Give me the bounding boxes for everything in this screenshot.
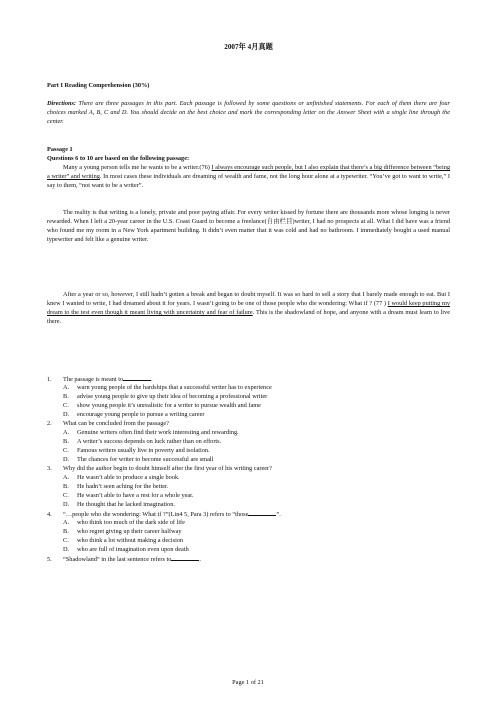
option-text: who think a lot without making a decision	[77, 537, 184, 544]
question-text: Why did the author begin to doubt himself after the first year of his writing career?	[63, 465, 272, 472]
option-text: Famous writers usually live in poverty and isolation.	[77, 447, 210, 454]
question-text: What can be concluded from the passage?	[63, 420, 169, 427]
paragraph-3	[47, 290, 450, 326]
question-number: 3.	[47, 465, 52, 472]
directions-text: There are three passages in this part. Each passage is followed by some questions or unfinished statements. For each of them there are four choices marked A, B, C and D. You should decide on the best choice and mark the corresponding letter on the Answer Sheet with a single line through the center.	[47, 100, 450, 125]
option-letter: D.	[63, 501, 70, 508]
directions-label: Directions:	[47, 100, 77, 107]
question-number: 4.	[47, 511, 52, 518]
question-3	[47, 464, 450, 473]
option-text: who are full of imagination even upon death	[77, 546, 189, 553]
option-text: He thought that he lacked imagination.	[77, 501, 175, 508]
option-text: advise young people to give up their idea of becoming a professional writer	[77, 393, 268, 400]
option-a[interactable]	[47, 518, 450, 527]
option-text: warn young people of the hardships that a successful writer has to experience	[77, 384, 272, 391]
option-c[interactable]	[47, 446, 450, 455]
option-text: encourage young people to pursue a writing career	[77, 411, 205, 418]
question-1	[47, 374, 450, 383]
option-text: who think too much of the dark side of life	[77, 519, 185, 526]
option-text: Genuine writers often find their work interesting and rewarding.	[77, 429, 239, 436]
option-b[interactable]	[47, 482, 450, 491]
option-d[interactable]	[47, 500, 450, 509]
question-text-end: .	[151, 376, 153, 383]
option-a[interactable]	[47, 473, 450, 482]
question-text: The passage is meant to	[63, 376, 124, 383]
option-text: He hadn’t seen aching for the better.	[77, 483, 169, 490]
option-d[interactable]	[47, 455, 450, 464]
option-letter: A.	[63, 384, 70, 391]
option-letter: B.	[63, 528, 69, 535]
question-2	[47, 419, 450, 428]
question-number: 5.	[47, 556, 52, 563]
option-c[interactable]	[47, 491, 450, 500]
option-letter: C.	[63, 492, 69, 499]
option-letter: D.	[63, 411, 70, 418]
option-text: The chances for writer to become successful are small	[77, 456, 214, 463]
option-text: show young people it’s unrealistic for a writer to pursue wealth and fame	[77, 402, 261, 409]
paragraph-1	[47, 163, 450, 190]
option-letter: B.	[63, 438, 69, 445]
option-c[interactable]	[47, 536, 450, 545]
option-d[interactable]	[47, 545, 450, 554]
option-d[interactable]	[47, 410, 450, 419]
option-letter: C.	[63, 402, 69, 409]
question-number: 1.	[47, 376, 52, 383]
option-letter: A.	[63, 429, 70, 436]
option-letter: C.	[63, 537, 69, 544]
option-text: He wasn’t able to have a rest for a whole year.	[77, 492, 194, 499]
p3-text-b: . This is the shadowland of hope, and anyone with a dream must learn to live there.	[47, 309, 450, 325]
question-text: “Shadowland” in the last sentence refers to	[63, 556, 172, 563]
option-a[interactable]	[47, 428, 450, 437]
option-letter: A.	[63, 474, 70, 481]
option-letter: A.	[63, 519, 70, 526]
question-text: “…people who die wondering: What if ?”(Lin4 5, Para 3) refers to “those	[63, 511, 249, 518]
option-b[interactable]	[47, 527, 450, 536]
question-5	[47, 554, 450, 563]
passage-title: Passage 1	[47, 146, 73, 153]
answer-blank	[123, 374, 151, 381]
p1-underlined: I always encourage such people, but I also explain that there’s a big difference between “being a writer” and writing	[47, 164, 450, 180]
answer-blank	[171, 554, 199, 561]
part-title: Part I Reading Comprehension (30%)	[47, 82, 150, 89]
directions	[47, 99, 450, 126]
option-b[interactable]	[47, 437, 450, 446]
option-letter: D.	[63, 546, 70, 553]
option-letter: B.	[63, 483, 69, 490]
p1-text-a: Many a young person tells me he wants to be a writer.(76)	[63, 164, 212, 171]
p3-text-a: After a year or so, however, I still hadn’t gotten a break and began to doubt myself. It was so hard to sell a story that I barely made enough to eat. But I knew I wanted to write, I had dreamed about it for years. I wasn’t going to be one of those people who die wondering: What if ? (77 )	[47, 291, 450, 307]
page-title: 2007年 4月真题	[224, 43, 273, 51]
p1-text-b: . In most cases these individuals are dreaming of wealth and fame, not the long hour alone at a typewriter. “You’ve got to want to write,” I say to them, “not want to be a writer”.	[47, 173, 450, 189]
option-letter: C.	[63, 447, 69, 454]
option-text: He wasn’t able to produce a single book.	[77, 474, 180, 481]
question-4	[47, 509, 450, 518]
option-a[interactable]	[47, 383, 450, 392]
option-text: A writer’s success depends on luck rather than on efforts.	[77, 438, 222, 445]
option-c[interactable]	[47, 401, 450, 410]
question-list	[47, 374, 450, 563]
question-text-end: .	[199, 556, 201, 563]
option-letter: D.	[63, 456, 70, 463]
questions-note: Questions 6 to 10 are based on the following passage:	[47, 155, 190, 162]
answer-blank	[248, 509, 276, 516]
page-footer: Page 1 of 21	[232, 679, 264, 686]
option-letter: B.	[63, 393, 69, 400]
option-text: who regret giving up their career halfway	[77, 528, 182, 535]
option-b[interactable]	[47, 392, 450, 401]
paragraph-2: The reality is that writing is a lonely, private and poor paying affair. For every writer kissed by fortune there are thousands more whose longing is never rewarded. When I left a 20-year career in the U.S. Coast Guard to become a freelance(自由栏目)writer, I had no prospects at all. What I did have was a friend who found me my room in a New York apartment building. It didn’t even matter that it was cold and had no bathroom. I immediately bought a used manual typewriter and felt like a genuine writer.	[47, 209, 450, 243]
question-text-end: ”.	[276, 511, 281, 518]
question-number: 2.	[47, 420, 52, 427]
p3-underlined: I would keep putting my dream to the test even though it meant living with uncertainty and fear of failure	[47, 300, 450, 316]
